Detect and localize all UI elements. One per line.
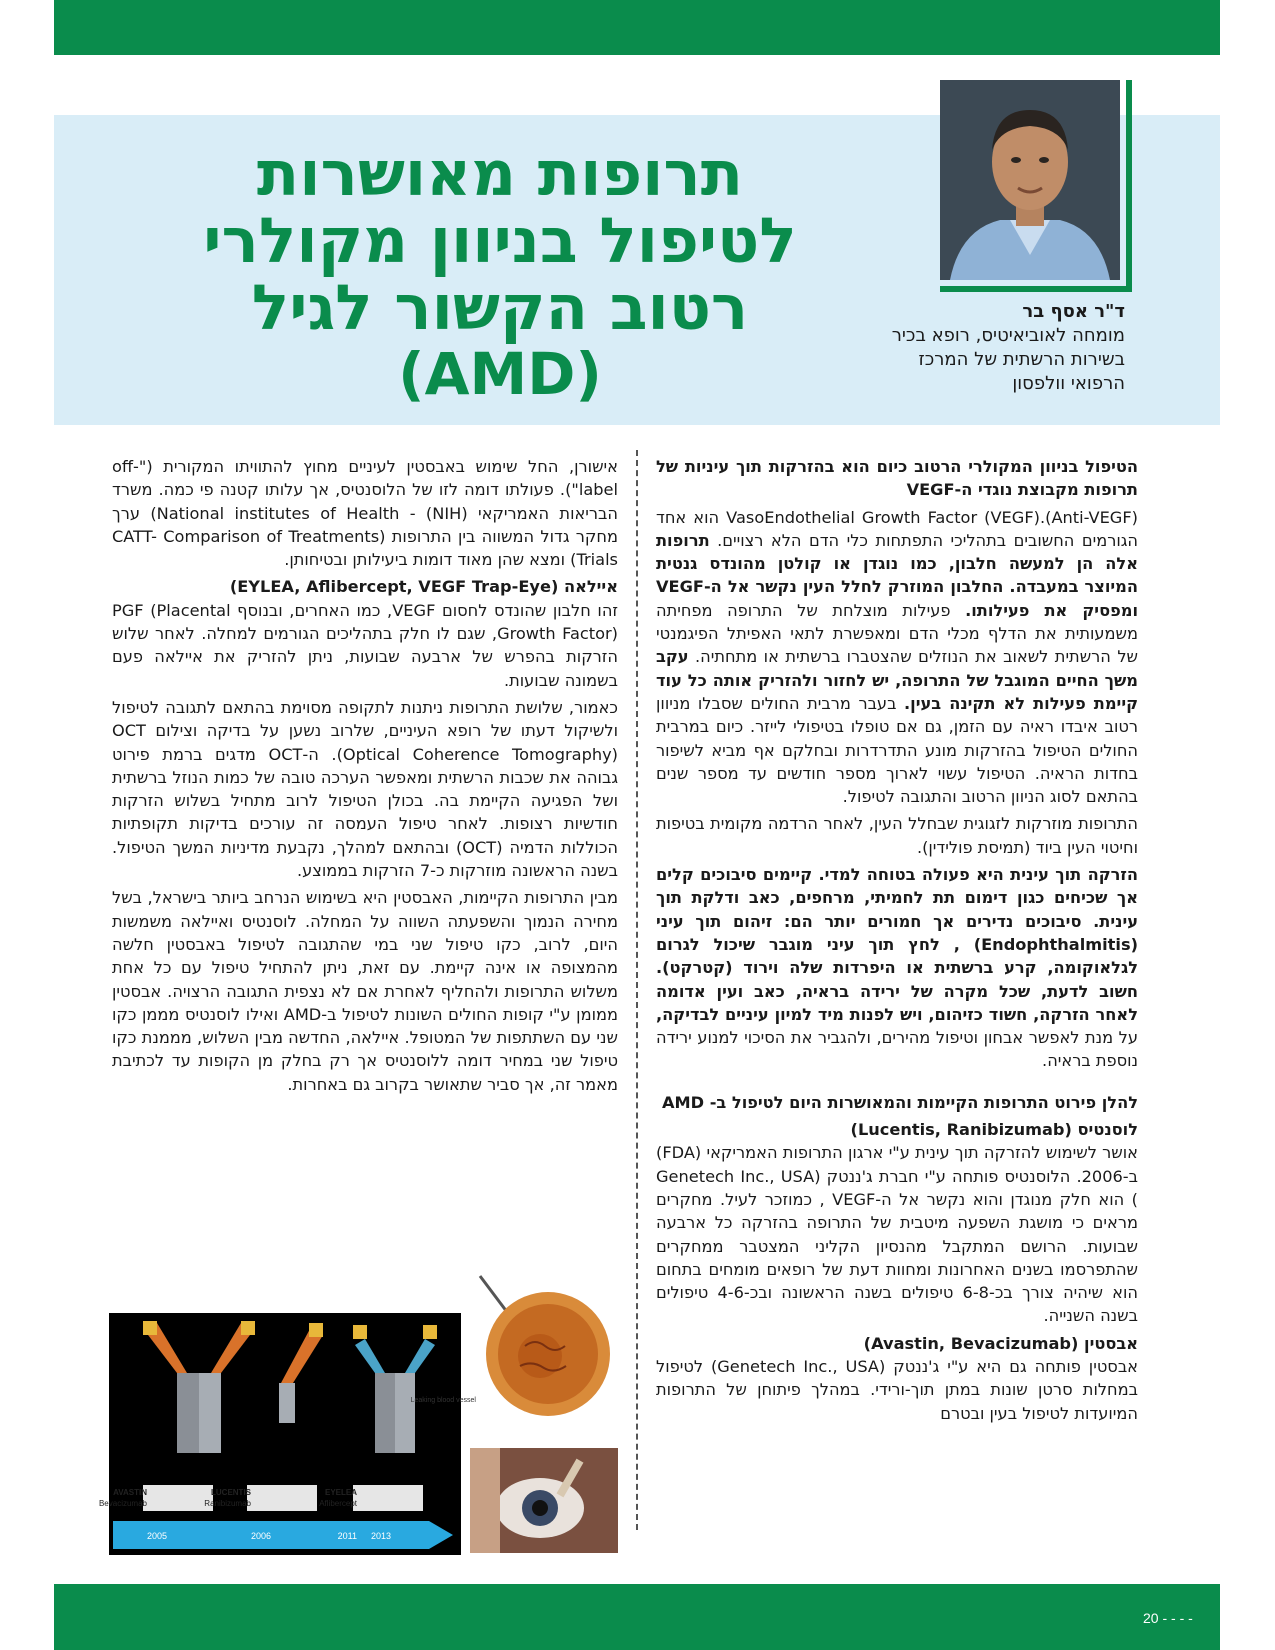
page-number-value: 20 — [1143, 1610, 1159, 1626]
title-line-2: לטיפול בניוון מקולרי — [203, 204, 797, 277]
lucentis-heading: לוסנטיס (Lucentis, Ranibizumab) — [850, 1120, 1138, 1140]
drug2-label: LUCENTIS — [211, 1488, 251, 1497]
para-safety: על מנת לאפשר אבחון וטיפול מהירים, ולהגביר את הסיכוי למנוע ירידה נוספת בראיה. — [656, 1028, 1138, 1071]
drug1-label: AVASTIN — [113, 1488, 147, 1497]
para-vegf-bold-2: עקב משך החיים המוגבל של התרופה, יש לחזור ולהזריק אותה כל עוד קיימת פעילות לא תקינה בעין. — [656, 647, 1139, 713]
year1-label: 2005 — [146, 1531, 167, 1541]
author-portrait-image — [940, 80, 1120, 280]
year3b-label: 2013 — [370, 1531, 391, 1541]
author-byline — [800, 300, 1125, 396]
para-vegf-cont: פעילות מוצלחת של התרופה מפחיתה משמעותית את הדלף מכלי הדם ומאפשרת לתאי האפיתל הפיגמנטי של הרשתית לשאוב את הנוזלים שהצטברו ברשתית או מתחתיה. — [656, 600, 1138, 667]
article-title — [150, 137, 850, 408]
para-oct: כאמור, שלושת התרופות ניתנות לתקופה מסוימת בהתאם לתגובה לטיפול ולשיקול דעתו של רופא העיניים, שלרוב נשען על בדיקה וצילום OCT (Optical Coherence Tomography). ה-OCT מדגים ברמת פירוט גבוהה את שכבות הרשתית ומאפשר הערכה טובה של כמות הנוזל ברשתית ושל הפגיעה הקיימת בה. בכולן הטיפול לרוב מתחיל בשלוש הזרקות חודשיות רצופות. לאחר טיפול העמסה זה עורכים בדיקות תקופתיות הכוללות הדמיה (OCT) ובהתאם למהלך, נקבעת מדיניות המשך הטיפול. בשנה הראשונה מוזרקות כ-7 הזרקות בממוצע. — [112, 697, 618, 881]
drug-timeline-figure — [98, 1313, 461, 1555]
article-column-left — [112, 455, 618, 1100]
author-title-line-1: מומחה לאוביאיטיס, רופא בכיר — [891, 325, 1125, 346]
title-line-3: רטוב הקשור לגיל — [251, 271, 749, 344]
drug3-sub-label: Aflibercept — [319, 1499, 357, 1508]
antibody-illustration — [98, 1313, 461, 1555]
para-offlabel: אישורן, החל שימוש באבסטין לעיניים מחוץ להתוויתו המקורית ("off- label"). פעולתו דומה לזו של הלוסנטיס, אך עלותו קטנה פי כמה. משרד הבריאות האמריקאי (NIH) - National institutes of Health) ערך מחקר גדול המשווה בין התרופות (CATT- Comparison of Treatments Trials) ומצא שהן מאוד דומות ביעילותן ובטיחותן. — [112, 457, 618, 570]
author-title-line-2: בשירות הרשתית של המרכז — [918, 349, 1125, 370]
author-title-line-3: הרפואי וולפסון — [1012, 373, 1125, 394]
author-photo — [940, 80, 1120, 280]
bottom-color-band — [54, 1584, 1220, 1650]
injection-photo — [470, 1448, 618, 1553]
top-color-band — [54, 0, 1220, 55]
drug3-label: EYELEA — [324, 1488, 357, 1497]
column-divider — [636, 450, 638, 1530]
lucentis-text: אושר לשימוש להזרקה תוך עינית ע"י ארגון התרופות האמריקאי (FDA) ב-2006. הלוסנטיס פותחה ע"י חברת ג'ננטק (Genetech Inc., USA ) הוא חלק מנוגדן והוא נקשר אל ה-VEGF , כמוזכר לעיל. מחקרים מראים כי מושגת השפעה מיטבית של התרופה בהזרקה כל ארבעה שבועות. הרושם המתקבל מהנסיון הקליני המצטבר ממחקרים שהתפרסמו בשנים האחרונות ומחוות דעת של רופאים מומחים בתחום הוא שיהיה צורך בכ-6-8 טיפולים בשנה הראשונה ובכ-4-6 טיפולים בשנה השנייה. — [656, 1143, 1138, 1326]
year2-label: 2006 — [250, 1531, 271, 1541]
drug1-sub-label: Bevacizumab — [98, 1499, 147, 1508]
para-injection: התרופות מוזרקות לזגוגית שבחלל העין, לאחר הרדמה מקומית בטיפות וחיטוי העין ביוד (תמיסת פולידין). — [656, 814, 1138, 857]
year3a-label: 2011 — [337, 1531, 357, 1541]
intro-bold: הטיפול בניוון המקולרי הרטוב כיום הוא בהזרקות תוך עיניות של תרופות מקבוצת נוגדי ה-VEGF — [656, 457, 1138, 500]
avastin-text: אבסטין פותחה גם היא ע"י ג'ננטק (Genetech Inc., USA) לטיפול במחלות סרטן שונות במתן תוך-ורידי. במהלך פיתוחן של התרופות המיועדות לטיפול בעין ובטרם — [656, 1356, 1138, 1423]
author-name: ד"ר אסף בר — [1022, 301, 1125, 322]
para-vegf-bold: תרופות אלה הן למעשה חלבון, כמו נוגדן או קולטן מהונדס גנטית המיוצר במעבדה. החלבון המוזרק לחלל העין נקשר אל ה-VEGF ומפסיק את פעילותו. — [656, 530, 1138, 620]
eylea-heading: איילאה (EYLEA, Aflibercept, VEGF Trap-Eye) — [229, 577, 618, 597]
para-vegf: (Anti-VEGF).VasoEndothelial Growth Factor (VEGF) הוא אחד הגורמים החשובים בתהליכי התפתחות כלי הדם הלא רצויים. — [656, 507, 1138, 550]
title-line-4: (AMD) — [398, 340, 602, 408]
injection-procedure-image — [470, 1448, 618, 1553]
avastin-heading: אבסטין (Avastin, Bevacizumab) — [863, 1333, 1138, 1353]
drug2-sub-label: Ranibizumab — [204, 1499, 251, 1508]
para-safety-bold: הזרקה תוך עינית היא פעולה בטוחה למדי. קיימים סיבוכים קלים אך שכיחים כגון דימום תת לחמיתי, מרחפים, כאב ודלקת תוך עינית. סיבוכים נדירים אך חמורים יותר הם: זיהום תוך עיני (Endophthalmitis) , לחץ תוך עיני מוגבר שיכול לגרום לגלאוקומה, קרע ברשתית או היפרדות שלה וירוד (קטרקט). חשוב לדעת, שכל מקרה של ירידה בראיה, כאב ועין אדומה לאחר הזרקה, חשוד כזיהום, ויש לפנות מיד למיון עיניים לבדיקה, — [656, 865, 1138, 1024]
para-usage: מבין התרופות הקיימות, האבסטין היא בשימוש הנרחב ביותר בישראל, בשל מחירה הנמוך והשפעתה השווה על המחלה. לוסנטיס ואיילאה משמשות היום, לרוב, כקו טיפול שני במי שהתגובה לטיפול באבסטין חלשה מהמצופה או אינה קיימת. עם זאת, ניתן להתחיל טיפול עם כל אחת משלוש התרופות ולהחליף לאחרת אם לא נצפית התגובה הרצויה. אבסטין ממומן ע"י קופות החולים השונות לטיפול ב-AMD ואילו לוסנטיס מממן כקו שני עם השתתפות של המטופל. איילאה, החדשה מבין השלוש, מממנת כקו טיפול שני במחיר דומה ללוסנטיס אך רק בחלק מן הקופות עד לכתיבת מאמר זה, אך סביר שתאושר בקרוב גם באחרות. — [112, 888, 618, 1094]
eye-caption: Leaking blood vessel — [410, 1397, 476, 1404]
eylea-text: זהו חלבון שהונדס לחסום VEGF, כמו האחרים, ובנוסף PGF (Placental Growth Factor), שגם לו חלק בתהליכים הגורמים למחלה. לאחר שלוש הזרקות בהפרש של ארבעה שבועות, ניתן להזריק את איילאה פעם בשמונה שבועות. — [112, 600, 618, 690]
title-line-1: תרופות מאושרות — [256, 137, 744, 210]
article-column-right — [656, 455, 1138, 1429]
para-vegf-end: בעבר מרבית החולים שסבלו מניוון רטוב איבדו ראיה עם הזמן, גם אם טופלו בטיפולי לייזר. כיום במרבית החולים הטיפול בהזרקות מונע התדרדרות ובחלקם אף מביא לשיפור בחדות הראיה. הטיפול עשוי לארוך מספר חודשים עד מספר שנים בהתאם לסוג הניוון הרטוב והתגובה לטיפול. — [656, 693, 1138, 807]
eye-diagram-figure — [410, 1276, 618, 1421]
page-number: 20 - - - - — [1143, 1610, 1193, 1626]
drugs-subheading: להלן פירוט התרופות הקיימות והמאושרות היום לטיפול ב- AMD — [661, 1092, 1138, 1112]
eye-cross-section-image — [410, 1276, 618, 1421]
